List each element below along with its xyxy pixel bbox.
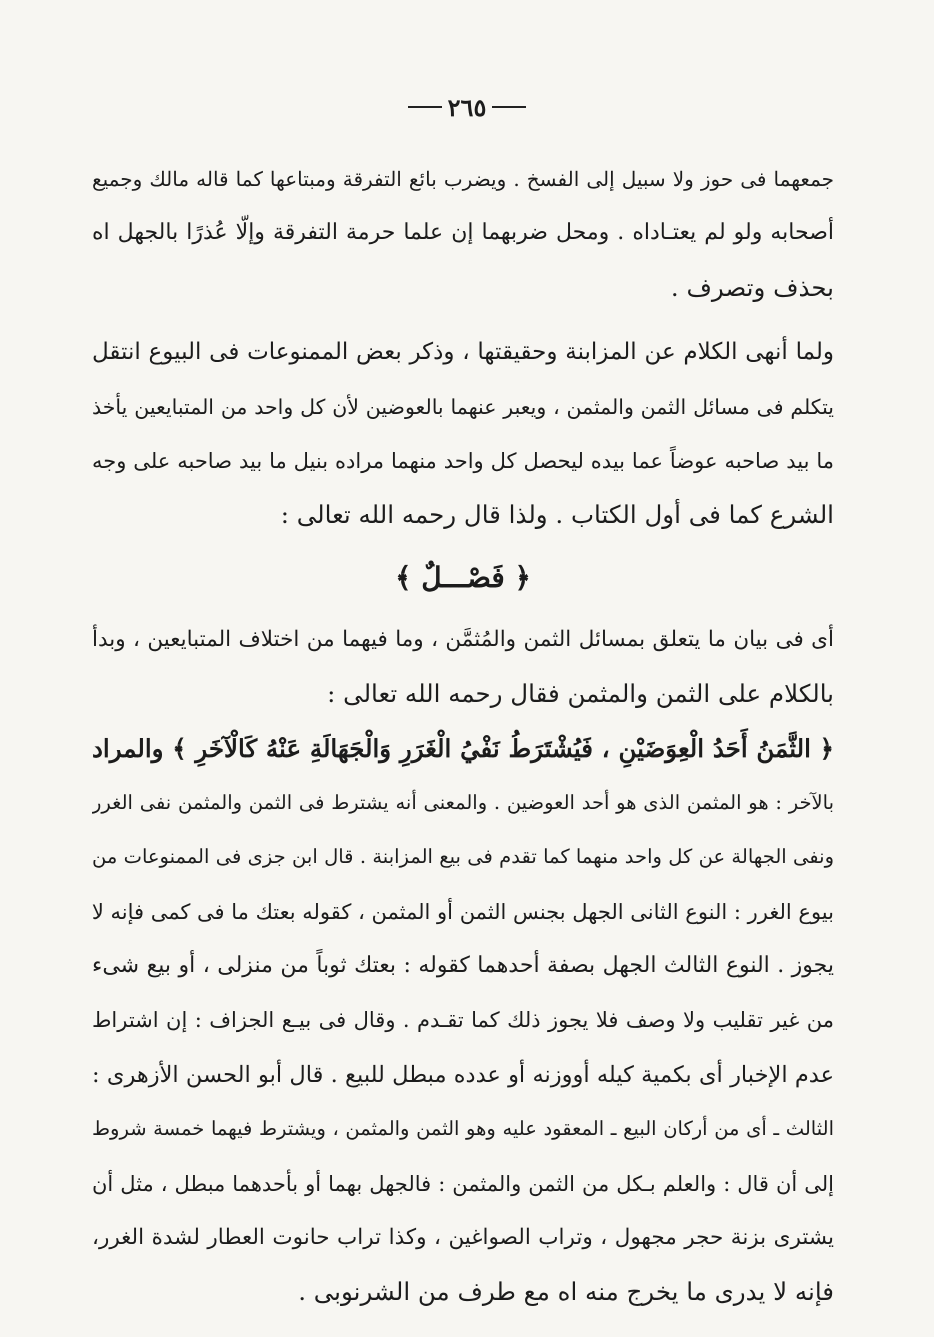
- text-line: ما بيد صاحبه عوضاً عما بيده ليحصل كل واحد منهما مراده بنيل ما بيد صاحبه على وجه: [92, 448, 834, 473]
- text-line: من غير تقليب ولا وصف فلا يجوز ذلك كما تقـدم . وقال فى بيـع الجزاف : إن اشتراط: [92, 1008, 834, 1033]
- page-header: [0, 92, 934, 122]
- text-line: أصحابه ولو لم يعتـاداه . ومحل ضربهما إن علما حرمة التفرقة وإلّا عُذرًا بالجهل اه: [92, 220, 834, 246]
- section-heading: ﴿ فَصْـــلٌ ﴾: [395, 560, 531, 594]
- text-line: بالكلام على الثمن والمثمن فقال رحمه الله تعالى :: [327, 679, 834, 709]
- text-line: عدم الإخبار أى بكمية كيله أووزنه أو عدده مبطل للبيع . قال أبو الحسن الأزهرى :: [92, 1061, 834, 1088]
- paragraph-1: [92, 152, 834, 315]
- text-line: يشترى بزنة حجر مجهول ، وتراب الصواغين ، وكذا تراب حانوت العطار لشدة الغرر،: [92, 1225, 834, 1251]
- text-line: ونفى الجهالة عن كل واحد منهما كما تقدم فى بيع المزابنة . قال ابن جزى فى الممنوعات من: [92, 845, 834, 869]
- text-line: أى فى بيان ما يتعلق بمسائل الثمن والمُثمَّن ، وما فيهما من اختلاف المتبايعين ، وبدأ: [92, 626, 834, 652]
- text-line: الشرع كما فى أول الكتاب . ولذا قال رحمه الله تعالى :: [280, 500, 834, 530]
- text-line: فإنه لا يدرى ما يخرج منه اه مع طرف من الشرنوبى .: [298, 1277, 834, 1307]
- text-line: بحذف وتصرف .: [670, 272, 834, 302]
- header-dash-right: [492, 106, 526, 108]
- paragraph-4: [92, 722, 834, 1320]
- text-line: الثالث ـ أى من أركان البيع ـ المعقود عليه وهو الثمن والمثمن ، ويشترط فيهما خمسة شروط: [92, 1117, 834, 1141]
- text-line: ﴿ الثَّمَنُ أَحَدُ الْعِوَضَيْنِ ، فَيُشْتَرَطُ نَفْيُ الْغَرَرِ وَالْجَهَالَةِ عَنْهُ كَالْآخَرِ ﴾ والمراد: [92, 733, 834, 763]
- page-number: ٢٦٥: [447, 92, 487, 122]
- text-line: إلى أن قال : والعلم بـكل من الثمن والمثمن : فالجهل بهما أو بأحدهما مبطل ، مثل أن: [92, 1171, 834, 1196]
- text-line: بيوع الغرر : النوع الثانى الجهل بجنس الثمن أو المثمن ، كقوله بعتك ما فى كمى فإنه لا: [92, 899, 834, 924]
- text-line: يتكلم فى مسائل الثمن والمثمن ، ويعبر عنهما بالعوضين لأن كل واحد من المتبايعين يأخذ: [92, 394, 834, 419]
- paragraph-2: [92, 325, 834, 543]
- text-line: بالآخر : هو المثمن الذى هو أحد العوضين . والمعنى أنه يشترط فى الثمن والمثمن نفى الغرر: [92, 790, 834, 814]
- header-dash-left: [408, 106, 442, 108]
- text-line: جمعهما فى حوز ولا سبيل إلى الفسخ . ويضرب بائع التفرقة ومبتاعها كما قاله مالك وجميع: [92, 167, 834, 191]
- paragraph-3: [92, 613, 834, 722]
- text-line: ولما أنهى الكلام عن المزابنة وحقيقتها ، وذكر بعض الممنوعات فى البيوع انتقل: [92, 339, 834, 366]
- page-body: [92, 152, 834, 1320]
- text-line: يجوز . النوع الثالث الجهل بصفة أحدهما كقوله : بعتك ثوباً من منزلى ، أو بيع شىء: [92, 953, 834, 979]
